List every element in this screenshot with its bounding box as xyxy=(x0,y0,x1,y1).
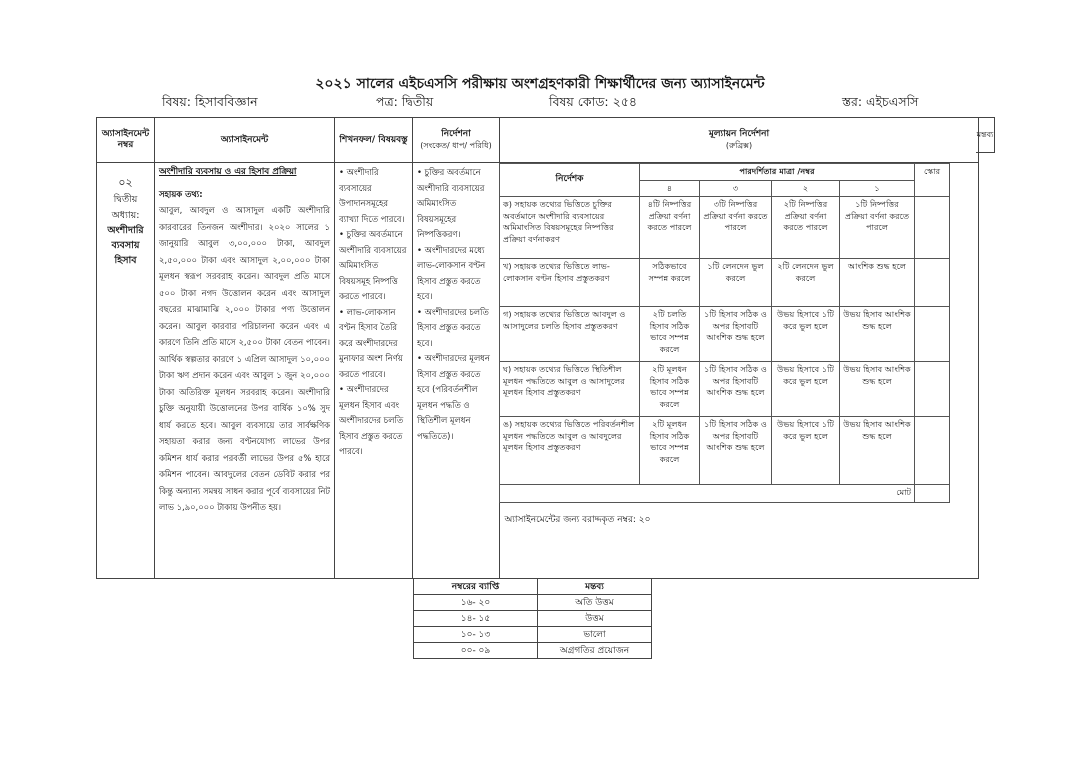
grade-range: ১৪- ১৫ xyxy=(414,611,538,627)
grade-remark: অতি উত্তম xyxy=(538,595,652,611)
header-learning: শিখনফল/ বিষয়বস্তু xyxy=(335,118,413,163)
learning-item: • অংশীদারি ব্যবসায়ের উপাদানসমূহের ব্যাখ্যা দিতে পারবে। xyxy=(339,167,405,224)
grade-table xyxy=(413,578,652,659)
rubric-table xyxy=(499,163,950,503)
rubric-score-header: স্কোর xyxy=(915,164,950,197)
rubric-cell: ৩টি নিষ্পত্তির প্রক্রিয়া বর্ণনা করতে পারলে xyxy=(700,197,772,259)
grade-range: ১৬- ২০ xyxy=(414,595,538,611)
rubric-cell: ২টি লেনদেন ভুল করলে xyxy=(772,259,840,307)
instruction-item: • অংশীদারদের চলতি হিসাব প্রস্তুত করতে হবে। xyxy=(417,306,489,348)
instruction-item: • অংশীদারদের মূলধন হিসাব প্রস্তুত করতে হবে (পরিবর্তনশীল মূলধন পদ্ধতি ও স্থিতিশীল মূলধন পদ্ধতিতে)। xyxy=(417,353,490,441)
rubric-score xyxy=(915,362,950,417)
chapter-label: অধ্যায়: xyxy=(111,209,140,221)
rubric-cell: উভয় হিসাবে ১টি করে ভুল হলে xyxy=(772,417,840,485)
grade-remark: উত্তম xyxy=(538,611,652,627)
grade-row xyxy=(414,643,652,659)
level-label: স্তর: এইচএসসি xyxy=(842,94,919,109)
instruction-text: অংশীদারদের চলতি হিসাব প্রস্তুত করতে হবে। xyxy=(417,306,489,348)
rubric-cell: উভয় হিসাবে ১টি করে ভুল হলে xyxy=(772,307,840,362)
level-2: ২ xyxy=(772,180,840,197)
rubric-cell: ৪টি নিষ্পত্তির প্রক্রিয়া বর্ণনা করতে পারলে xyxy=(640,197,700,259)
number-cell xyxy=(97,163,155,579)
rubric-score xyxy=(915,307,950,362)
rubric-cell: ২টি মূলধন হিসাব সঠিক ভাবে সম্পন্ন করলে xyxy=(640,417,700,485)
rubric-cell: ১টি হিসাব সঠিক ও অপর হিসাবটি আংশিক শুদ্ধ হলে xyxy=(700,417,772,485)
grade-header-remarks: মন্তব্য xyxy=(538,579,652,595)
grade-row xyxy=(414,611,652,627)
grade-remark: ভালো xyxy=(538,627,652,643)
header-remarks: মন্তব্য xyxy=(976,117,995,153)
grade-row xyxy=(414,595,652,611)
paper-label: পত্র: দ্বিতীয় xyxy=(376,94,434,109)
grade-header-range: নম্বরের ব্যাপ্তি xyxy=(414,579,538,595)
grade-remark: অগ্রগতির প্রয়োজন xyxy=(538,643,652,659)
assignment-number: ০২ xyxy=(118,176,133,189)
rubric-total-score xyxy=(915,485,950,503)
header-number: অ্যাসাইনমেন্ট নম্বর xyxy=(97,118,155,163)
rubric-row xyxy=(500,197,950,259)
level-1: ১ xyxy=(840,180,915,197)
instruction-text: অংশীদারদের মধ্যে লাভ-লোকসান বণ্টন হিসাব প্রস্তুত করতে হবে। xyxy=(417,244,486,301)
rubric-criterion: গ) সহায়ক তথ্যের ভিত্তিতে আবদুল ও আসাদুলের চলতি হিসাব প্রস্তুতকরণ xyxy=(500,307,640,362)
rubric-criterion: ঘ) সহায়ক তথ্যের ভিত্তিতে স্থিতিশীল মূলধন পদ্ধতিতে আবুল ও আসাদুলের মূলধন হিসাব প্রস্তুতকরণ xyxy=(500,362,640,417)
level-4: ৪ xyxy=(640,180,700,197)
page-title: ২০২১ সালের এইচএসসি পরীক্ষায় অংশগ্রহণকারী শিক্ষার্থীদের জন্য অ্যাসাইনমেন্ট xyxy=(315,76,765,92)
rubric-row xyxy=(500,259,950,307)
grade-range: ১০- ১৩ xyxy=(414,627,538,643)
rubric-cell: ১টি নিষ্পত্তির প্রক্রিয়া বর্ণনা করতে পারলে xyxy=(840,197,915,259)
rubric-levels-header: পারদর্শিতার মাত্রা /নম্বর xyxy=(640,164,915,181)
level-3: ৩ xyxy=(700,180,772,197)
rubric-cell: ১টি হিসাব সঠিক ও অপর হিসাবটি আংশিক শুদ্ধ হলে xyxy=(700,307,772,362)
learning-text: অংশীদারদের মূলধন হিসাব এবং অংশীদারদের চলতি হিসাব প্রস্তুত করতে পারবে। xyxy=(339,384,404,456)
rubric-score xyxy=(915,197,950,259)
header-evaluation xyxy=(500,118,979,163)
learning-text: অংশীদারি ব্যবসায়ের উপাদানসমূহের ব্যাখ্যা দিতে পারবে। xyxy=(339,167,405,224)
grade-row xyxy=(414,627,652,643)
learning-cell xyxy=(335,163,413,579)
rubric-criterion: খ) সহায়ক তথ্যের ভিত্তিতে লাভ-লোকসান বণ্টন হিসাব প্রস্তুতকরণ xyxy=(500,259,640,307)
learning-text: চুক্তির অবর্তমানে অংশীদারি ব্যবসায়ের অমিমাংসিত বিষয়সমূহ নিষ্পত্তি করতে পারবে। xyxy=(339,229,407,301)
rubric-row xyxy=(500,417,950,485)
subject-label: বিষয়: হিসাববিজ্ঞান xyxy=(162,94,258,109)
chapter-name: অংশীদারি ব্যবসায় হিসাব xyxy=(107,224,144,266)
instruction-item: • অংশীদারদের মধ্যে লাভ-লোকসান বণ্টন হিসাব প্রস্তুত করতে হবে। xyxy=(417,244,486,301)
header-instructions-title: নির্দেশনা xyxy=(441,129,471,139)
instruction-text: অংশীদারদের মূলধন হিসাব প্রস্তুত করতে হবে (পরিবর্তনশীল মূলধন পদ্ধতি ও স্থিতিশীল মূলধন পদ্ধতিতে)। xyxy=(417,353,490,441)
learning-item: • অংশীদারদের মূলধন হিসাব এবং অংশীদারদের চলতি হিসাব প্রস্তুত করতে পারবে। xyxy=(339,384,404,456)
chapter-ordinal: দ্বিতীয় xyxy=(113,193,138,205)
header-evaluation-sub: (রুব্রিক্স) xyxy=(725,141,753,150)
rubric-score xyxy=(915,417,950,485)
rubric-cell: উভয় হিসাব আংশিক শুদ্ধ হলে xyxy=(840,362,915,417)
rubric-cell: আংশিক শুদ্ধ হলে xyxy=(840,259,915,307)
info-label: সহায়ক তথ্য: xyxy=(159,188,203,199)
rubric-criteria-header: নির্দেশক xyxy=(500,164,640,197)
assignment-cell xyxy=(155,163,335,579)
header-assignment: অ্যাসাইনমেন্ট xyxy=(155,118,335,163)
allotted-marks: অ্যাসাইনমেন্টের জন্য বরাদ্দকৃত নম্বর: ২০ xyxy=(504,514,651,525)
learning-item: • লাভ-লোকসান বণ্টন হিসাব তৈরি করে অংশীদারদের মুনাফার অংশ নির্ণয় করতে পারবে। xyxy=(339,306,403,379)
rubric-cell: ১টি হিসাব সঠিক ও অপর হিসাবটি আংশিক শুদ্ধ হলে xyxy=(700,362,772,417)
rubric-cell: ২টি চলতি হিসাব সঠিক ভাবে সম্পন্ন করলে xyxy=(640,307,700,362)
rubric-cell: ২টি নিষ্পত্তির প্রক্রিয়া বর্ণনা করতে পারলে xyxy=(772,197,840,259)
rubric-cell: উভয় হিসাব আংশিক শুদ্ধ হলে xyxy=(840,307,915,362)
learning-item: • চুক্তির অবর্তমানে অংশীদারি ব্যবসায়ের অমিমাংসিত বিষয়সমূহ নিষ্পত্তি করতে পারবে। xyxy=(339,229,407,301)
instruction-text: চুক্তির অবর্তমানে অংশীদারি ব্যবসায়ের অমিমাংসিত বিষয়সমূহের নিষ্পত্তিকরণ। xyxy=(417,167,485,239)
rubric-criterion: ঙ) সহায়ক তথ্যের ভিত্তিতে পরিবর্তনশীল মূলধন পদ্ধতিতে আবুল ও আবদুলের মূলধন হিসাব প্রস্তুতকরণ xyxy=(500,417,640,485)
subject-code-label: বিষয় কোড: ২৫৪ xyxy=(549,94,637,109)
assignment-heading: অংশীদারি ব্যবসায় ও এর হিসাব প্রক্রিয়া xyxy=(159,167,297,177)
rubric-row xyxy=(500,307,950,362)
rubric-score xyxy=(915,259,950,307)
rubric-cell: উভয় হিসাব আংশিক শুদ্ধ হলে xyxy=(840,417,915,485)
learning-text: লাভ-লোকসান বণ্টন হিসাব তৈরি করে অংশীদারদের মুনাফার অংশ নির্ণয় করতে পারবে। xyxy=(339,306,403,379)
rubric-row xyxy=(500,362,950,417)
assignment-body: আবুল, আবদুল ও আসাদুল একটি অংশীদারি কারবারের তিনজন অংশীদার। ২০২০ সালের ১ জানুয়ারি আবুল ৩,০০,০০০ টাকা, আবদুল ২,৫০,০০০ টাকা এবং আসাদুল ২,০০,০০০ টাকা মূলধন স্বরূপ সরবরাহ করেন। আবদুল প্রতি মাসে ৫০০ টাকা নগদ উত্তোলন করেন এবং আসাদুল বছরের মাঝামাঝি ২,০০০ টাকার পণ্য উত্তোলন করেন। আবুল কারবার পরিচালনা করেন এবং এ কারণে তিনি প্রতি মাসে ২,৫০০ টাকা বেতন পাবেন। আর্থিক স্বল্পতার কারণে ১ এপ্রিল আসাদুল ১০,০০০ টাকা ঋণ প্রদান করেন এবং আবুল ১ জুন ২০,০০০ টাকা অতিরিক্ত মূলধন সরবরাহ করেন। অংশীদারি চুক্তি অনুযায়ী উত্তোলনের উপর বার্ষিক ১০% সুদ ধার্য করতে হবে। আবুল ব্যবসায়ে তার সার্বক্ষণিক সহায়তা করার জন্য বণ্টনযোগ্য লাভের উপর কমিশন ধার্য করার পরবর্তী লাভের উপর ৫% হারে কমিশন পাবেন। আবদুলের বেতন ডেবিট করার পর কিন্তু অন্যান্য সমন্বয় সাধন করার পূর্বে ব্যবসায়ের নিট লাভ ১,৯০,০০০ টাকায় উপনীত হয়। xyxy=(159,205,330,512)
grade-range: ০০- ০৯ xyxy=(414,643,538,659)
rubric-cell: সঠিকভাবে সম্পন্ন করলে xyxy=(640,259,700,307)
rubric-cell: ২টি মূলধন হিসাব সঠিক ভাবে সম্পন্ন করলে xyxy=(640,362,700,417)
rubric-total-label: মোট xyxy=(500,485,915,503)
rubric-criterion: ক) সহায়ক তথ্যের ভিত্তিতে চুক্তির অবর্তমানে অংশীদারি ব্যবসায়ের অমিমাংসিত বিষয়সমূহের নিষ্পত্তির প্রক্রিয়া বর্ণনাকরণ xyxy=(500,197,640,259)
instructions-cell xyxy=(413,163,500,579)
header-instructions-sub: (সংকেত/ ধাপ/ পরিধি) xyxy=(420,141,492,150)
header-instructions xyxy=(413,118,500,163)
instruction-item: • চুক্তির অবর্তমানে অংশীদারি ব্যবসায়ের অমিমাংসিত বিষয়সমূহের নিষ্পত্তিকরণ। xyxy=(417,167,485,239)
header-evaluation-title: মূল্যায়ন নির্দেশনা xyxy=(708,129,770,139)
rubric-cell: উভয় হিসাবে ১টি করে ভুল হলে xyxy=(772,362,840,417)
rubric-cell: ১টি লেনদেন ভুল করলে xyxy=(700,259,772,307)
